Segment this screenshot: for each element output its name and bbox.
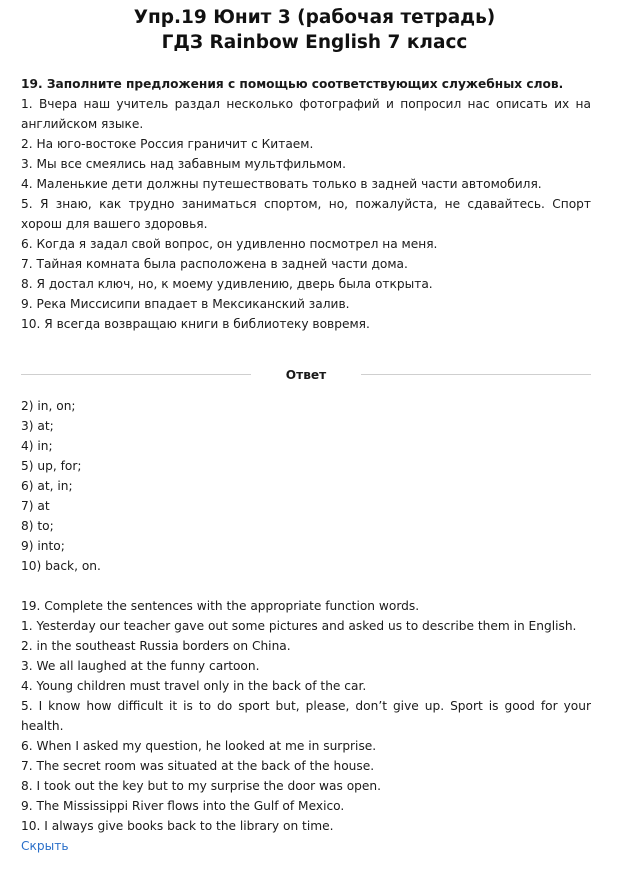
page-title-line-2: ГДЗ Rainbow English 7 класс xyxy=(161,32,468,53)
task-ru-line-9: 9. Река Миссисипи впадает в Мексиканский залив. xyxy=(21,297,350,311)
answer-item-4: 4) in; xyxy=(21,439,53,453)
answer-heading: Ответ xyxy=(285,368,327,382)
task-ru-line-4: 4. Маленькие дети должны путешествовать только в задней части автомобиля. xyxy=(21,177,542,191)
task-ru-line-2: 2. На юго-востоке Россия граничит с Китаем. xyxy=(21,137,314,151)
task-en-line-9: 9. The Mississippi River flows into the Gulf of Mexico. xyxy=(21,799,345,813)
answer-item-3: 3) at; xyxy=(21,419,54,433)
task-ru-line-10: 10. Я всегда возвращаю книги в библиотеку вовремя. xyxy=(21,317,370,331)
answer-separator xyxy=(21,365,591,385)
task-en-line-7: 7. The secret room was situated at the back of the house. xyxy=(21,759,375,773)
answer-item-10: 10) back, on. xyxy=(21,559,101,573)
task-en-line-10: 10. I always give books back to the library on time. xyxy=(21,819,334,833)
task-ru-line-7: 7. Тайная комната была расположена в задней части дома. xyxy=(21,257,408,271)
task-ru-heading: 19. Заполните предложения с помощью соответствующих служебных слов. xyxy=(21,77,564,91)
answer-item-6: 6) at, in; xyxy=(21,479,73,493)
answer-item-5: 5) up, for; xyxy=(21,459,82,473)
task-ru-line-6: 6. Когда я задал свой вопрос, он удивленно посмотрел на меня. xyxy=(21,237,438,251)
answer-list xyxy=(21,396,591,576)
answer-item-7: 7) at xyxy=(21,499,50,513)
task-ru-line-8: 8. Я достал ключ, но, к моему удивлению, дверь была открыта. xyxy=(21,277,433,291)
answer-item-2: 2) in, on; xyxy=(21,399,76,413)
task-en-block xyxy=(21,596,591,856)
task-ru-block xyxy=(21,74,591,334)
task-en-heading: 19. Complete the sentences with the appropriate function words. xyxy=(21,599,420,613)
task-ru-line-1: 1. Вчера наш учитель раздал несколько фотографий и попросил нас описать их на английском языке. xyxy=(21,97,591,131)
task-en-line-8: 8. I took out the key but to my surprise the door was open. xyxy=(21,779,381,793)
answer-item-8: 8) to; xyxy=(21,519,54,533)
task-ru-line-3: 3. Мы все смеялись над забавным мультфильмом. xyxy=(21,157,346,171)
task-en-line-1: 1. Yesterday our teacher gave out some pictures and asked us to describe them in English. xyxy=(21,619,577,633)
hide-link[interactable]: Скрыть xyxy=(21,839,69,853)
task-en-line-2: 2. in the southeast Russia borders on China. xyxy=(21,639,291,653)
task-en-line-3: 3. We all laughed at the funny cartoon. xyxy=(21,659,260,673)
separator-line-right xyxy=(361,374,591,375)
task-ru-line-5: 5. Я знаю, как трудно заниматься спортом, но, пожалуйста, не сдавайтесь. Спорт хорош для вашего здоровья. xyxy=(21,197,591,231)
task-en-line-6: 6. When I asked my question, he looked at me in surprise. xyxy=(21,739,377,753)
task-en-line-5: 5. I know how difficult it is to do sport but, please, don’t give up. Sport is good for your health. xyxy=(21,699,591,733)
task-en-line-4: 4. Young children must travel only in the back of the car. xyxy=(21,679,367,693)
page-title-line-1: Упр.19 Юнит 3 (рабочая тетрадь) xyxy=(133,7,496,28)
answer-item-9: 9) into; xyxy=(21,539,65,553)
